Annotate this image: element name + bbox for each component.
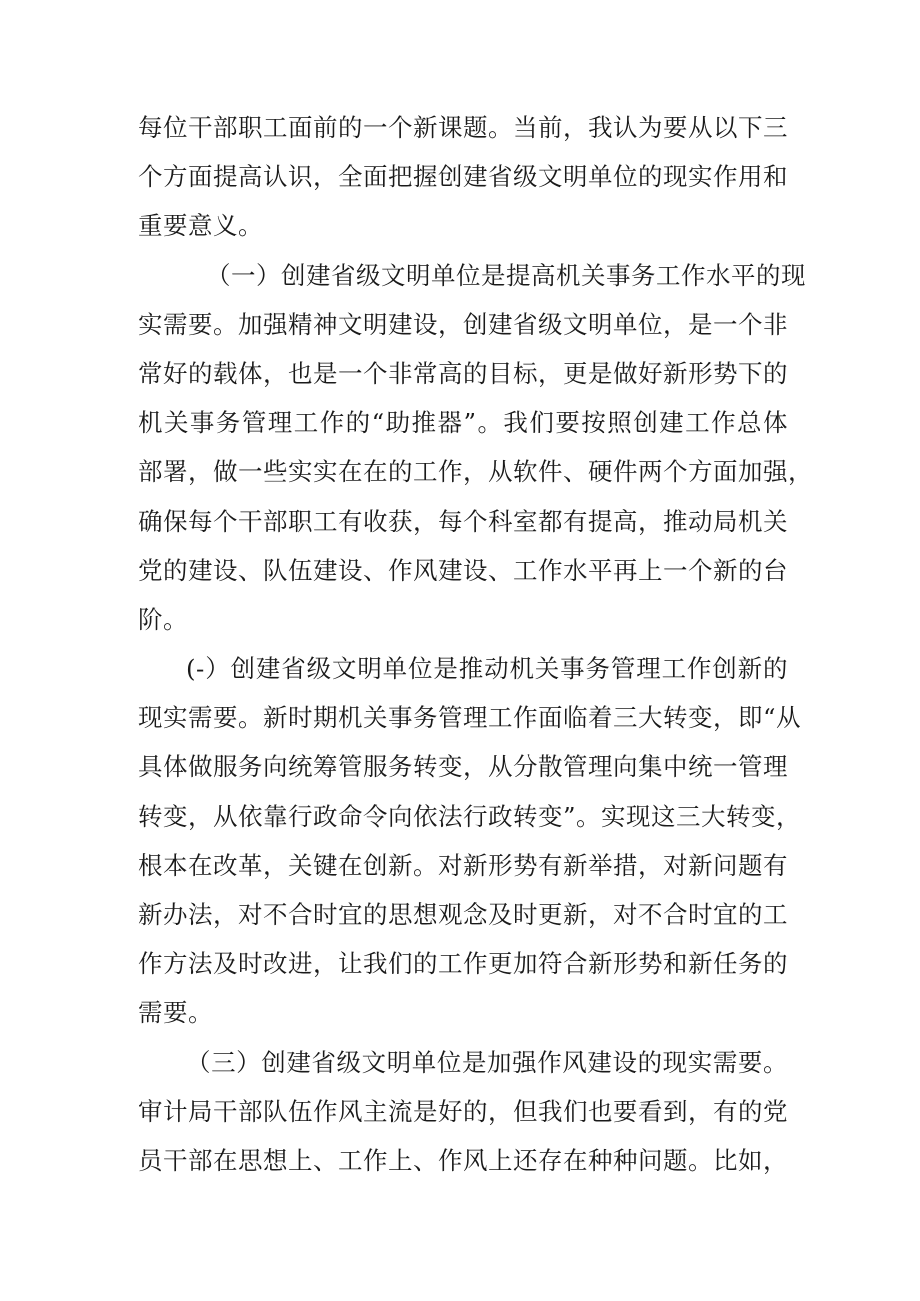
text-line-5: 实需要。加强精神文明建设，创建省级文明单位，是一个非 [138, 309, 788, 339]
text-line-14: 具体做服务向统筹管服务转变，从分散管理向集中统一管理 [138, 752, 788, 782]
text-line-15: 转变，从依靠行政命令向依法行政转变”。实现这三大转变， [138, 801, 802, 831]
text-line-19: 需要。 [138, 998, 213, 1028]
text-line-13: 现实需要。新时期机关事务管理工作面临着三大转变，即“从 [138, 703, 802, 733]
text-line-2: 个方面提高认识，全面把握创建省级文明单位的现实作用和 [138, 162, 788, 192]
body-text [138, 103, 813, 1185]
text-line-21: 审计局干部队伍作风主流是好的，但我们也要看到，有的党 [138, 1096, 788, 1126]
text-line-22: 员干部在思想上、工作上、作风上还存在种种问题。比如， [138, 1145, 788, 1175]
text-line-11: 阶。 [138, 604, 188, 634]
text-line-1: 每位干部职工面前的一个新课题。当前，我认为要从以下三 [138, 113, 788, 142]
section-2-heading-line: (-）创建省级文明单位是推动机关事务管理工作创新的 [186, 654, 788, 684]
text-line-7: 机关事务管理工作的“助推器”。我们要按照创建工作总体 [138, 408, 788, 438]
text-line-16: 根本在改革，关键在创新。对新形势有新举措，对新问题有 [138, 850, 788, 880]
section-1-heading-line: （一）创建省级文明单位是提高机关事务工作水平的现 [206, 260, 806, 290]
text-line-3: 重要意义。 [138, 211, 263, 241]
text-line-17: 新办法，对不合时宜的思想观念及时更新，对不合时宜的工 [138, 900, 788, 929]
text-line-9: 确保每个干部职工有收获，每个科室都有提高，推动局机关 [138, 506, 788, 536]
text-line-6: 常好的载体，也是一个非常高的目标，更是做好新形势下的 [138, 358, 788, 388]
section-3-heading-line: （三）创建省级文明单位是加强作风建设的现实需要。 [186, 1047, 788, 1077]
text-line-10: 党的建设、队伍建设、作风建设、工作水平再上一个新的台 [138, 555, 788, 585]
text-line-18: 作方法及时改进，让我们的工作更加符合新形势和新任务的 [138, 949, 788, 979]
text-line-8: 部署，做一些实实在在的工作，从软件、硬件两个方面加强， [138, 457, 813, 487]
